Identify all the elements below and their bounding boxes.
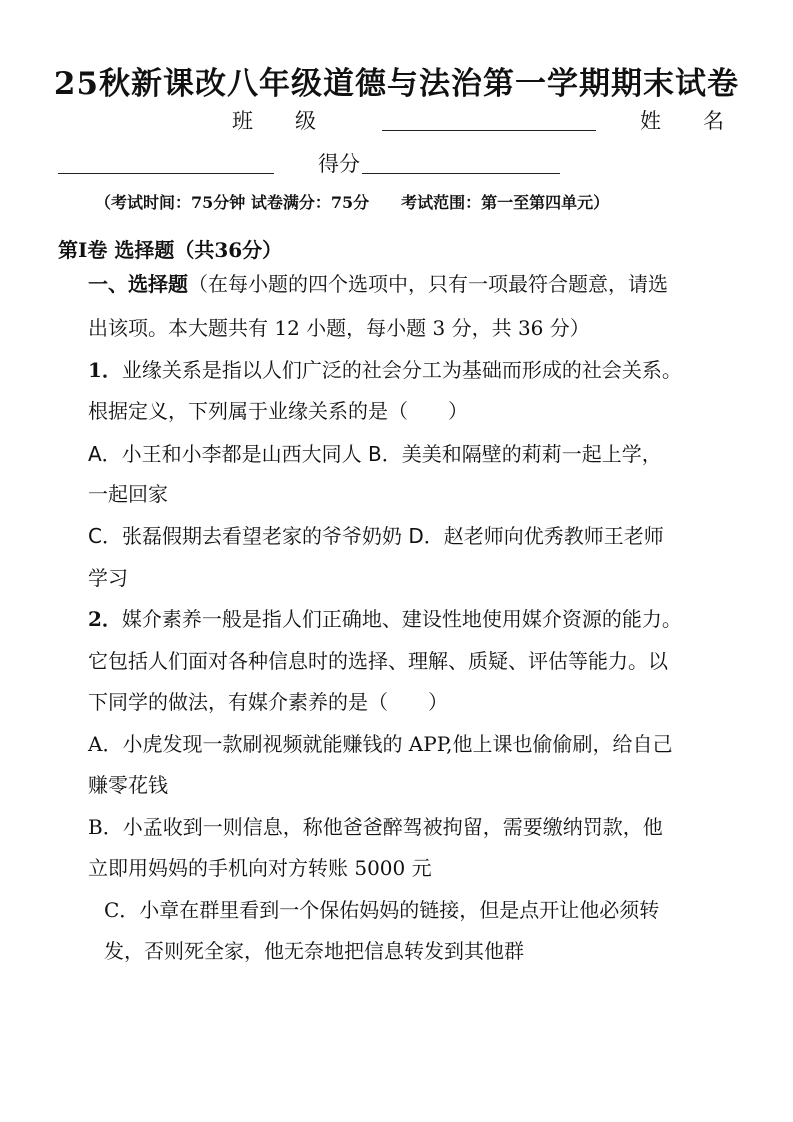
q2-stem-1: 媒介素养一般是指人们正确地、建设性地使用媒介资源的能力。 [121,607,682,631]
class-label: 班 级 [232,109,316,133]
score-blank[interactable] [362,173,560,174]
q1-line-1 [88,349,682,391]
q2-line-1 [88,598,682,640]
q1-option-c-line-2: 学习 [88,566,128,590]
q2-option-a-line-2: 赚零花钱 [88,773,168,797]
class-blank[interactable] [382,130,596,131]
q1-option-c-line-1[interactable]: C．张磊假期去看望老家的爷爷奶奶 D．赵老师向优秀教师王老师 [88,524,664,548]
q2-option-b-line-2: 立即用妈妈的手机向对方转账 5000 元 [88,856,432,880]
part1-instruction-2: 出该项。本大题共有 12 小题，每小题 3 分，共 36 分） [88,316,590,340]
q1-stem-2: 根据定义，下列属于业缘关系的是（ ） [88,399,468,423]
q2-option-c-line-2: 发，否则死全家，他无奈地把信息转发到其他群 [104,939,524,963]
exam-title: 25秋新课改八年级道德与法治第一学期期末试卷 [53,66,740,102]
exam-meta: （考试时间：75分钟 试卷满分：75分 考试范围：第一至第四单元） [95,193,610,212]
score-label: 得分 [318,152,360,176]
part1-heading: 一、选择题 [88,272,188,296]
q2-number: 2． [88,607,122,631]
q1-stem-1: 业缘关系是指以人们广泛的社会分工为基础而形成的社会关系。 [121,358,682,382]
name-blank[interactable] [58,173,274,174]
part1-line-1 [88,263,668,305]
name-label: 姓 名 [640,109,724,133]
q2-option-b-line-1[interactable]: B．小孟收到一则信息，称他爸爸醉驾被拘留，需要缴纳罚款，他 [88,815,663,839]
section-title: 第Ⅰ卷 选择题（共36分） [58,238,283,262]
q2-stem-3: 下同学的做法，有媒介素养的是（ ） [88,690,448,714]
q1-number: 1． [88,358,122,382]
q2-stem-2: 它包括人们面对各种信息时的选择、理解、质疑、评估等能力。以 [88,649,668,673]
q2-option-a-line-1[interactable]: A．小虎发现一款刷视频就能赚钱的 APP,他上课也偷偷刷，给自己 [88,732,673,756]
part1-instruction-1: （在每小题的四个选项中，只有一项最符合题意，请选 [188,272,668,296]
q2-option-c-line-1[interactable]: C．小章在群里看到一个保佑妈妈的链接，但是点开让他必须转 [104,898,660,922]
q1-option-a-line-1[interactable]: A．小王和小李都是山西大同人 B．美美和隔壁的莉莉一起上学， [88,442,662,466]
q1-option-a-line-2: 一起回家 [88,482,168,506]
